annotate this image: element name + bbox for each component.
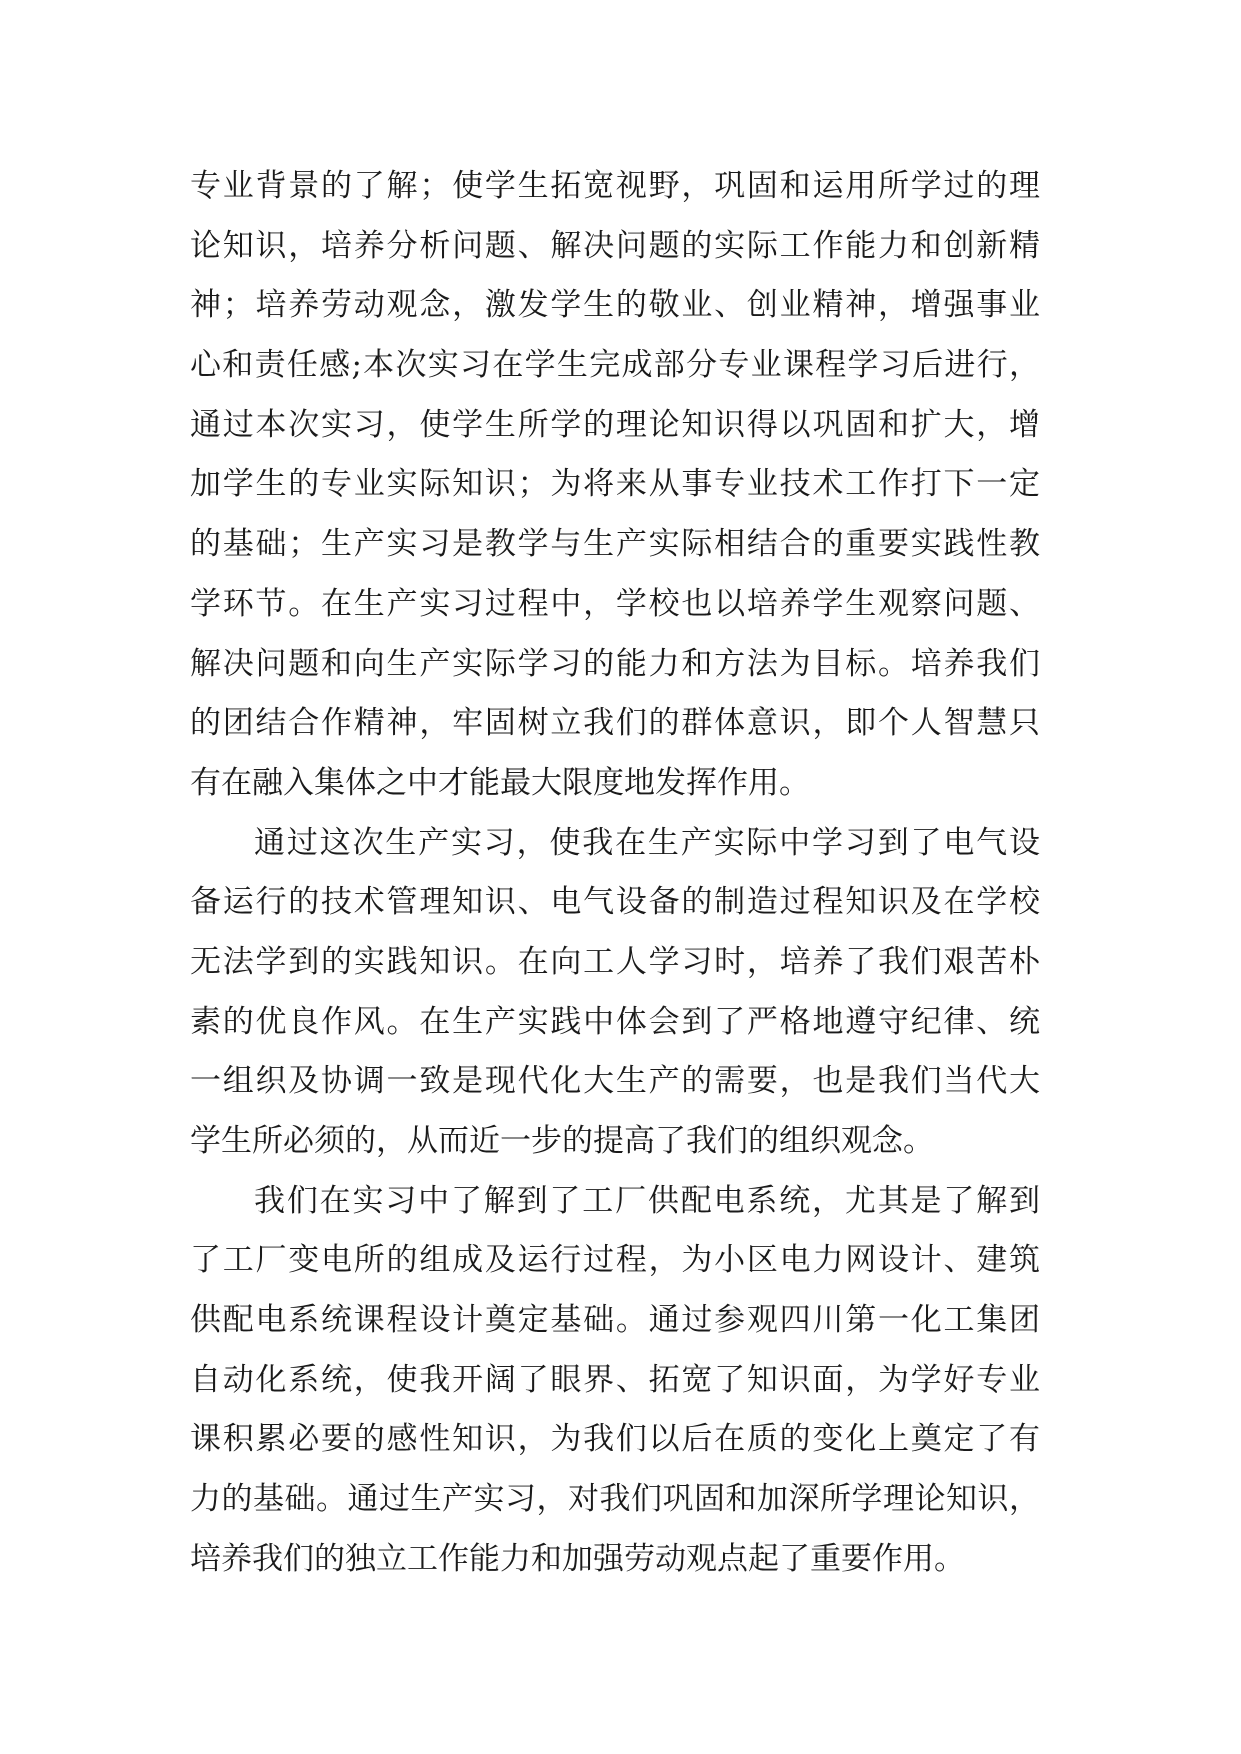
text-line: 的团结合作精神，牢固树立我们的群体意识，即个人智慧只 bbox=[190, 705, 1040, 742]
text-line: 我们在实习中了解到了工厂供配电系统，尤其是了解到 bbox=[254, 1182, 1040, 1219]
text-line: 的基础；生产实习是教学与生产实际相结合的重要实践性教 bbox=[190, 526, 1040, 563]
text-line: 解决问题和向生产实际学习的能力和方法为目标。培养我们 bbox=[190, 645, 1040, 682]
paragraph bbox=[190, 157, 1090, 814]
text-line: 神；培养劳动观念，激发学生的敬业、创业精神，增强事业 bbox=[190, 287, 1040, 324]
paragraph bbox=[190, 814, 1090, 1172]
paragraph bbox=[190, 1172, 1090, 1590]
text-line: 无法学到的实践知识。在向工人学习时，培养了我们艰苦朴 bbox=[190, 943, 1040, 980]
text-line: 学生所必须的，从而近一步的提高了我们的组织观念。 bbox=[190, 1123, 934, 1159]
text-line: 课积累必要的感性知识，为我们以后在质的变化上奠定了有 bbox=[190, 1421, 1040, 1458]
text-line: 学环节。在生产实习过程中，学校也以培养学生观察问题、 bbox=[190, 585, 1040, 622]
text-line: 自动化系统，使我开阔了眼界、拓宽了知识面，为学好专业 bbox=[190, 1361, 1040, 1398]
text-line: 备运行的技术管理知识、电气设备的制造过程知识及在学校 bbox=[190, 884, 1040, 921]
text-line: 供配电系统课程设计奠定基础。通过参观四川第一化工集团 bbox=[190, 1302, 1040, 1339]
text-line: 通过这次生产实习，使我在生产实际中学习到了电气设 bbox=[254, 824, 1040, 861]
text-line: 素的优良作风。在生产实践中体会到了严格地遵守纪律、统 bbox=[190, 1003, 1040, 1040]
text-line: 心和责任感;本次实习在学生完成部分专业课程学习后进行， bbox=[190, 347, 1040, 384]
text-line: 通过本次实习，使学生所学的理论知识得以巩固和扩大，增 bbox=[190, 406, 1040, 443]
text-line: 专业背景的了解；使学生拓宽视野，巩固和运用所学过的理 bbox=[190, 168, 1040, 204]
text-line: 论知识，培养分析问题、解决问题的实际工作能力和创新精 bbox=[190, 227, 1040, 264]
text-line: 加学生的专业实际知识；为将来从事专业技术工作打下一定 bbox=[190, 466, 1040, 503]
text-line: 有在融入集体之中才能最大限度地发挥作用。 bbox=[190, 764, 810, 801]
document-body bbox=[190, 157, 1090, 1590]
text-line: 了工厂变电所的组成及运行过程，为小区电力网设计、建筑 bbox=[190, 1242, 1040, 1279]
text-line: 力的基础。通过生产实习，对我们巩固和加深所学理论知识， bbox=[190, 1481, 1040, 1518]
text-line: 培养我们的独立工作能力和加强劳动观点起了重要作用。 bbox=[190, 1540, 965, 1577]
text-line: 一组织及协调一致是现代化大生产的需要，也是我们当代大 bbox=[190, 1063, 1040, 1100]
